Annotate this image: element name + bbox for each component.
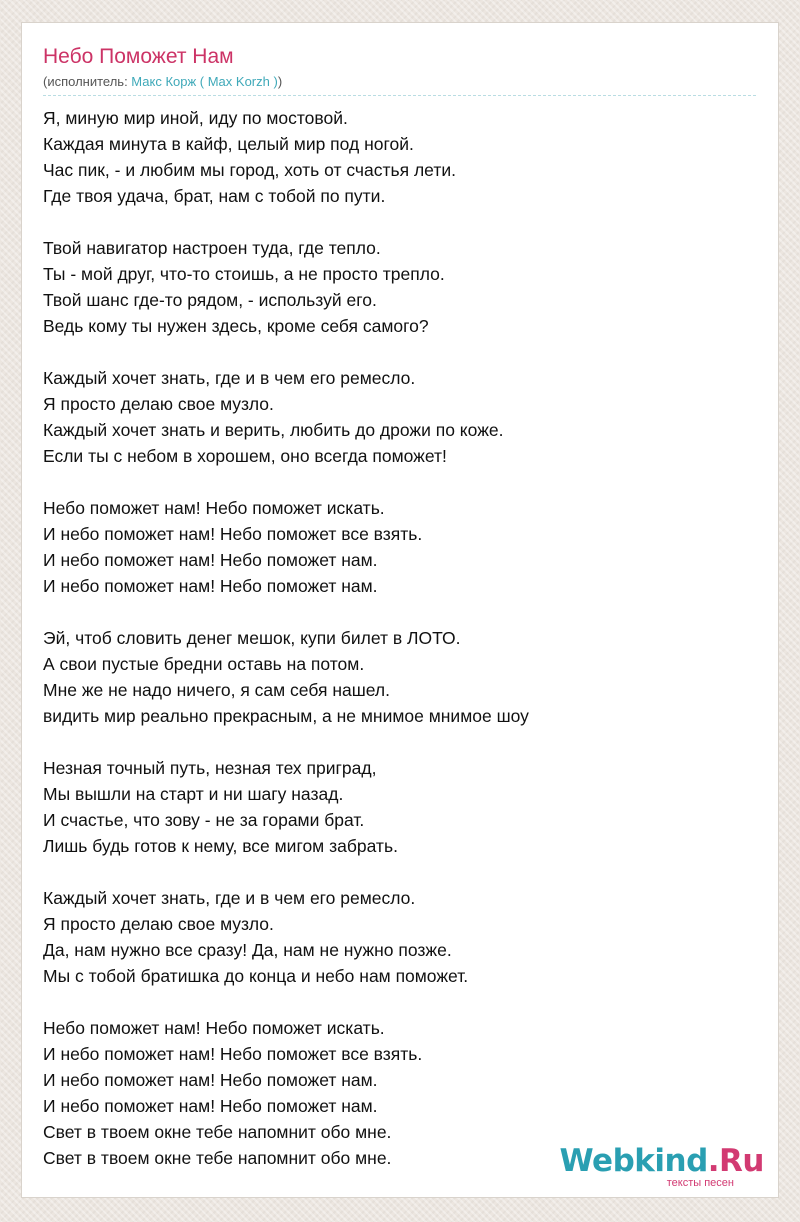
lyric-line: Мы с тобой братишка до конца и небо нам поможет. <box>43 966 469 986</box>
lyric-line: Каждая минута в кайф, целый мир под ногой. <box>43 134 414 154</box>
lyric-line: Я, миную мир иной, иду по мостовой. <box>43 108 348 128</box>
logo-tld: .Ru <box>707 1143 764 1179</box>
lyric-line: видить мир реально прекрасным, а не мнимое мнимое шоу <box>43 706 529 726</box>
lyric-line: Где твоя удача, брат, нам с тобой по пути. <box>43 186 386 206</box>
logo-wordmark <box>559 1143 764 1179</box>
lyric-line: И небо поможет нам! Небо поможет все взять. <box>43 1044 423 1064</box>
song-title: Небо Поможет Нам <box>43 45 234 68</box>
header-divider <box>43 95 756 96</box>
lyrics-stanza <box>43 885 753 989</box>
lyric-line: Свет в твоем окне тебе напомнит обо мне. <box>43 1122 392 1142</box>
lyric-line: Ведь кому ты нужен здесь, кроме себя самого? <box>43 316 429 336</box>
lyric-line: Свет в твоем окне тебе напомнит обо мне. <box>43 1148 392 1168</box>
lyric-line: Небо поможет нам! Небо поможет искать. <box>43 498 385 518</box>
lyric-line: И небо поможет нам! Небо поможет нам. <box>43 1096 378 1116</box>
logo-tagline: тексты песен <box>666 1177 734 1189</box>
lyric-line: Каждый хочет знать и верить, любить до дрожи по коже. <box>43 420 504 440</box>
lyric-line: И счастье, что зову - не за горами брат. <box>43 810 365 830</box>
artist-suffix: ) <box>277 74 283 89</box>
lyric-line: И небо поможет нам! Небо поможет нам. <box>43 550 378 570</box>
lyrics-body <box>43 105 753 1197</box>
artist-prefix: (исполнитель: <box>43 74 132 89</box>
lyric-line: Каждый хочет знать, где и в чем его ремесло. <box>43 368 416 388</box>
lyric-line: Я просто делаю свое музло. <box>43 394 274 414</box>
lyric-line: И небо поможет нам! Небо поможет все взять. <box>43 524 423 544</box>
lyric-line: Незная точный путь, незная тех приград, <box>43 758 377 778</box>
lyric-line: Ты - мой друг, что-то стоишь, а не просто трепло. <box>43 264 445 284</box>
lyric-line: Час пик, - и любим мы город, хоть от счастья лети. <box>43 160 456 180</box>
lyric-line: Твой навигатор настроен туда, где тепло. <box>43 238 381 258</box>
lyric-line: Я просто делаю свое музло. <box>43 914 274 934</box>
lyric-line: Мне же не надо ничего, я сам себя нашел. <box>43 680 390 700</box>
lyric-line: Небо поможет нам! Небо поможет искать. <box>43 1018 385 1038</box>
lyrics-stanza <box>43 755 753 859</box>
lyric-line: Эй, чтоб словить денег мешок, купи билет в ЛОТО. <box>43 628 461 648</box>
lyric-line: Мы вышли на старт и ни шагу назад. <box>43 784 344 804</box>
site-logo[interactable] <box>559 1143 772 1193</box>
lyrics-card <box>21 22 779 1198</box>
lyric-line: Если ты с небом в хорошем, оно всегда поможет! <box>43 446 447 466</box>
artist-line <box>43 74 282 90</box>
lyrics-stanza <box>43 365 753 469</box>
lyrics-stanza <box>43 105 753 209</box>
lyric-line: Да, нам нужно все сразу! Да, нам не нужно позже. <box>43 940 452 960</box>
lyric-line: И небо поможет нам! Небо поможет нам. <box>43 576 378 596</box>
lyric-line: Твой шанс где-то рядом, - используй его. <box>43 290 377 310</box>
lyrics-stanza <box>43 495 753 599</box>
lyric-line: Каждый хочет знать, где и в чем его ремесло. <box>43 888 416 908</box>
lyrics-stanza <box>43 235 753 339</box>
logo-word: Webkind <box>559 1143 708 1179</box>
artist-link[interactable]: Макс Корж ( Max Korzh ) <box>131 74 278 89</box>
lyric-line: Лишь будь готов к нему, все мигом забрать. <box>43 836 398 856</box>
lyric-line: А свои пустые бредни оставь на потом. <box>43 654 365 674</box>
lyrics-stanza <box>43 625 753 729</box>
lyric-line: И небо поможет нам! Небо поможет нам. <box>43 1070 378 1090</box>
